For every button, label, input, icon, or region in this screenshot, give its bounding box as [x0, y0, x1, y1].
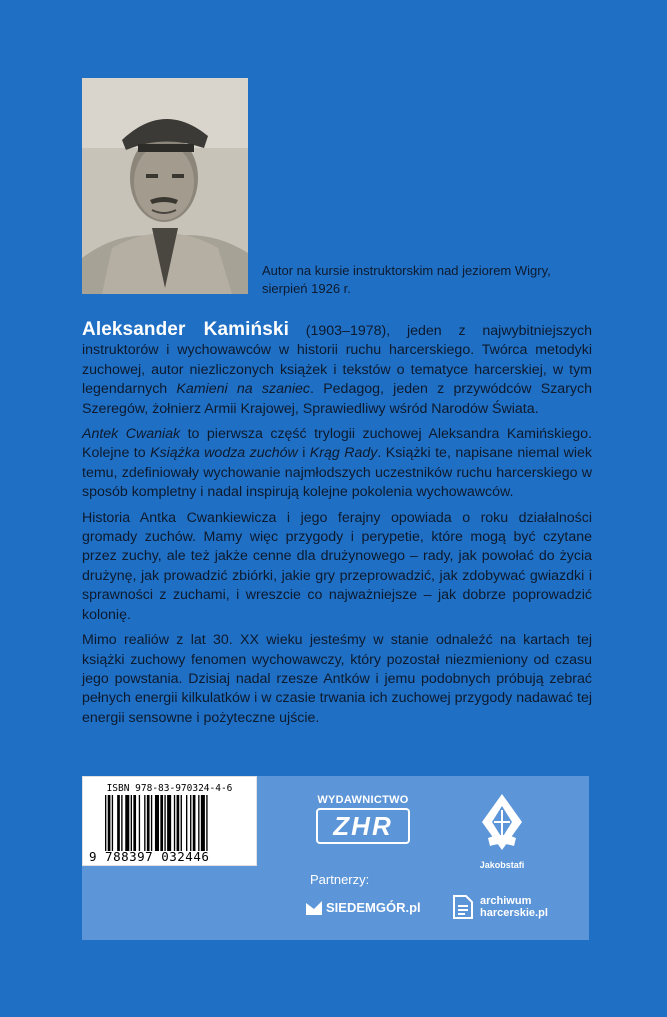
paragraph-story: Historia Antka Cwankiewicza i jego ferajny opowiada o roku działalności gromady zuchów. Mamy więc przygody i perypetie, które mogą być czytane przez zuchy, ale też jakże cenne dla drużynowego – rady, jak powołać do życia drużynę, jak prowadzić zbiórki, jakie gry przeprowadzić, jak zdobywać gwiazdki i sprawności z zuchami, i wreszcie co najważniejsze – jak dobrze poprowadzić kolonię.	[82, 509, 592, 623]
paragraph-author	[82, 320, 592, 419]
p2-text-2: i	[297, 445, 310, 462]
mountain-icon	[306, 901, 322, 915]
p1-end: . Pedagog, jeden z przywódców Szarych Szeregów, żołnierz Armii Krajowej, Sprawiedliwy wśród Narodów Świata.	[82, 381, 592, 417]
book-description	[82, 320, 592, 734]
p2-text-1: to pierwsza część trylogii zuchowej Aleksandra Kamińskiego. Kolejne to	[82, 426, 592, 462]
ean-digits: 9 788397 032446	[89, 849, 210, 864]
p2-text-3: . Książki te, napisane niemal wiek temu, zdefiniowały wychowanie najmłodszych uczestników ruchu harcerskiego w sposób kompletny i nadal inspirują kolejne pokolenia wychowawców.	[82, 445, 592, 501]
isbn-number: ISBN 978-83-970324-4-6	[106, 783, 233, 794]
p1-text: (1903–1978), jeden z najwybitniejszych instruktorów i wychowawców w historii ruchu harcerskiego. Twórca metodyki zuchowej, autor niezliczonych książek i tekstów o tematyce harcerskiej, w tym legendarnych	[82, 323, 592, 398]
author-photo	[82, 78, 248, 294]
paragraph-relevance: Mimo realiów z lat 30. XX wieku jesteśmy w stanie odnaleźć na kartach tej książki zuchowy fenomen wychowawczy, który pozostał niezmieniony od czasu jego powstania. Dzisiaj nadal rzesze Antków i jemu podobnych próbują zebrać pełnych energii kilkulatków i w czasie trwania ich zuchowej przygody nadawać tej energii sensowne i pożyteczne ujście.	[82, 632, 592, 726]
isbn-barcode	[82, 776, 257, 866]
archiwum-harcerskie-logo	[452, 894, 548, 920]
caption-line-1: Autor na kursie instruktorskim nad jeziorem Wigry,	[262, 263, 551, 278]
partners-label: Partnerzy:	[310, 872, 370, 887]
publisher-panel	[82, 776, 589, 940]
paragraph-trilogy	[82, 425, 592, 503]
zhr-mark: ZHR	[316, 808, 410, 844]
jakobstafi-label: Jakobstafi	[479, 860, 525, 870]
siedemgor-text: SIEDEMGÓR.pl	[326, 900, 421, 915]
archiwum-line-1: archiwum	[480, 895, 532, 907]
archive-document-icon	[452, 894, 474, 920]
jakobstafi-logo	[472, 792, 532, 872]
zhr-publisher-label: WYDAWNICTWO	[317, 794, 409, 806]
archiwum-line-2: harcerskie.pl	[480, 907, 548, 919]
author-name: Aleksander Kamiński	[82, 319, 289, 340]
wydawnictwo-zhr-logo	[312, 794, 414, 850]
book-title-antek: Antek Cwaniak	[82, 426, 181, 443]
archiwum-text	[480, 895, 548, 919]
author-portrait-image	[82, 78, 248, 294]
barcode-icon	[105, 795, 245, 851]
scout-lily-icon	[472, 792, 532, 860]
siedemgor-logo	[306, 900, 421, 915]
photo-caption	[262, 262, 582, 298]
book-title-ksiazka: Książka wodza zuchów	[150, 445, 298, 462]
caption-line-2: sierpień 1926 r.	[262, 281, 351, 296]
book-title-krag: Krąg Rady	[309, 445, 378, 462]
p1-title: Kamieni na szaniec	[176, 381, 311, 398]
